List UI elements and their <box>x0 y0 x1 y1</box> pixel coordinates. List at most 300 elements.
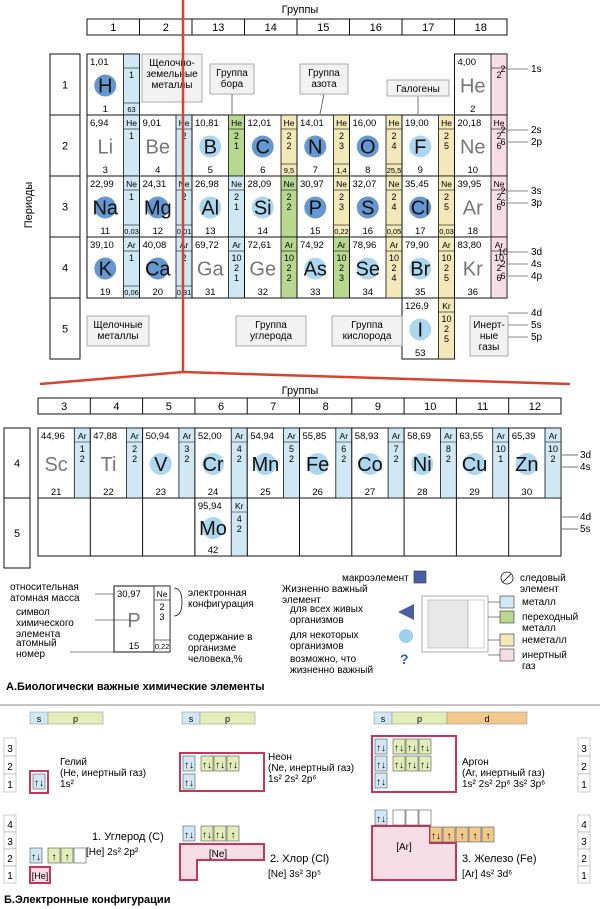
electron-arrow: ↑↓ <box>394 760 404 771</box>
orbital-count: 6 <box>500 271 506 281</box>
core-config: Ar <box>182 431 192 441</box>
shell-count: 10 <box>336 253 347 263</box>
neon-desc: Неон (Ne, инертный газ) 1s² 2s² 2p⁶ <box>268 752 355 785</box>
element-cell-P <box>114 586 170 652</box>
element-symbol: I <box>417 319 424 342</box>
atomic-number: 33 <box>309 287 321 298</box>
electron-arrow: ↑ <box>459 831 465 842</box>
core-config: Ne <box>156 589 168 599</box>
atomic-number: 9 <box>417 165 423 176</box>
shell-count: 2 <box>443 192 450 202</box>
atomic-mass: 39,10 <box>90 240 114 251</box>
shell-count: 10 <box>495 444 506 454</box>
atomic-mass: 28,09 <box>247 179 272 190</box>
atomic-number: 11 <box>100 226 111 237</box>
atomic-mass: 24,31 <box>142 179 167 190</box>
legend-vital: Жизненно важный элемент <box>282 584 368 606</box>
core-config: Ne <box>283 179 295 189</box>
callout-oxygen-text: Группа кислорода <box>342 320 392 342</box>
shell-count: 2 <box>236 454 242 464</box>
period-number: 1 <box>61 79 69 92</box>
element-cell-Cl <box>402 176 455 237</box>
element-symbol: N <box>308 136 323 159</box>
element-symbol: Al <box>201 197 220 220</box>
element-cell-I <box>402 298 455 359</box>
level-number-right: 1 <box>581 871 587 882</box>
shell-count: 2 <box>288 454 295 464</box>
atomic-number: 28 <box>416 487 428 498</box>
element-symbol: Fe <box>305 454 330 476</box>
group-number: 16 <box>369 22 382 34</box>
orbital-count: 2 <box>500 64 506 74</box>
callout-alkali-text: Щелочные металлы <box>93 320 143 342</box>
main-group-header <box>87 19 507 35</box>
legend-econf: электронная конфигурация <box>188 588 254 610</box>
atomic-number: 34 <box>362 287 374 298</box>
element-cell-Cr <box>195 428 247 498</box>
element-cell-B <box>192 115 245 176</box>
atomic-mass: 26,98 <box>195 179 219 190</box>
element-symbol: Li <box>97 136 114 159</box>
shell-count: 1 <box>128 131 135 141</box>
atomic-mass: 32,07 <box>352 179 377 190</box>
core-config: Ar <box>232 240 241 250</box>
element-symbol: S <box>361 197 375 220</box>
element-cell-V <box>143 428 195 498</box>
element-symbol: As <box>303 258 327 281</box>
element-cell-N <box>297 115 350 176</box>
shell-count: 2 <box>286 141 292 151</box>
element-symbol: Ga <box>196 258 224 281</box>
element-cell-Li <box>87 115 140 176</box>
core-config: Ar <box>442 240 451 250</box>
shell-count: 6 <box>496 141 502 151</box>
group-number: 1 <box>110 22 117 34</box>
shell-count: 6 <box>496 273 502 283</box>
callout-noble-text: Инерт-ные газы <box>473 320 505 353</box>
element-symbol: He <box>459 75 486 98</box>
shell-count: 2 <box>338 192 345 202</box>
atomic-number: 14 <box>257 226 269 237</box>
shell-count: 2 <box>443 131 450 141</box>
body-content: 0,31 <box>176 288 192 297</box>
shell-count: 2 <box>393 454 399 464</box>
atomic-number: 17 <box>414 226 426 237</box>
atomic-number: 8 <box>365 165 371 176</box>
shell-count: 2 <box>236 524 242 534</box>
shell-count: 2 <box>159 602 165 612</box>
element-cell-Br <box>402 237 455 298</box>
tm-group-number: 7 <box>270 401 277 413</box>
tm-group-number: 8 <box>322 401 329 413</box>
body-content: 1,4 <box>336 166 347 175</box>
shell-count: 2 <box>338 131 345 141</box>
callout-alkaline-earth-text: Щелочно-земельные металлы <box>146 58 198 91</box>
atomic-mass: 65,39 <box>511 431 536 442</box>
tm-group-number: 6 <box>217 401 225 413</box>
element-cell-As <box>297 237 350 298</box>
atomic-mass: 58,69 <box>407 431 431 442</box>
shell-count: 2 <box>233 263 240 273</box>
shell-count: 2 <box>286 192 292 202</box>
electron-arrow: ↑↓ <box>376 743 386 754</box>
shell-count: 2 <box>443 263 450 273</box>
tm-orbital-label: 4d <box>580 512 592 523</box>
element-cell-K <box>87 237 140 298</box>
orbital-label: 4s <box>531 259 542 270</box>
legend-class-1: переходный металл <box>522 612 579 634</box>
shell-count: 2 <box>496 263 502 273</box>
element-symbol: Na <box>92 197 119 220</box>
atomic-number: 15 <box>309 226 321 237</box>
orbital-count: 6 <box>500 137 506 147</box>
all-living-marker <box>398 604 414 620</box>
electron-configs <box>4 712 590 883</box>
callout-nitrogen <box>300 64 348 114</box>
tm-group-number: 12 <box>528 401 541 413</box>
atomic-number: 19 <box>99 287 111 298</box>
shell-count: 2 <box>233 131 240 141</box>
element-cell-Si <box>245 176 298 237</box>
shell-count: 1 <box>233 273 240 283</box>
core-config: Ne <box>441 179 452 189</box>
element-symbol: Ca <box>144 258 171 281</box>
core-config: He <box>231 118 242 128</box>
shell-count: 2 <box>286 273 292 283</box>
atomic-number: 31 <box>204 287 216 298</box>
shell-count: 1 <box>79 444 85 454</box>
iron-conf: [Ar] 4s² 3d⁶ <box>462 869 513 880</box>
atomic-number: 53 <box>414 348 426 359</box>
element-symbol: Mo <box>199 518 227 540</box>
legend <box>10 571 578 676</box>
core-config: Ne <box>388 179 400 189</box>
callout-carbon-text: Группа углерода <box>249 320 293 342</box>
carbon-title: 1. Углерод (C) <box>92 831 164 843</box>
caption-a: А.Биологически важные химические элементы <box>6 681 265 693</box>
callout-boron-text: Группа бора <box>216 68 248 90</box>
atomic-mass: 39,95 <box>457 179 482 190</box>
shell-count: 1 <box>233 141 240 151</box>
orbital-label: 3d <box>531 247 543 258</box>
tm-group-number: 9 <box>374 401 382 413</box>
level-number-right: 3 <box>581 837 587 848</box>
electron-arrow: ↑↓ <box>420 743 430 754</box>
tm-shell-labels <box>562 450 591 535</box>
body-content: 0,03 <box>439 227 454 236</box>
shell-count: 2 <box>496 131 502 141</box>
core-config: Ar <box>494 240 504 250</box>
body-content: 0,06 <box>124 288 139 297</box>
atomic-number: 42 <box>207 545 219 556</box>
atomic-mass: 126,9 <box>405 301 429 312</box>
electron-arrow: ↑↓ <box>34 778 44 789</box>
level-number-right: 3 <box>581 744 587 755</box>
atomic-number: 13 <box>204 226 216 237</box>
atomic-mass: 63,55 <box>459 431 484 442</box>
electron-arrow: ↑↓ <box>420 760 430 771</box>
shell-count: 2 <box>338 263 345 273</box>
callout-boron <box>210 64 254 114</box>
element-symbol: Mg <box>143 197 172 220</box>
shell-count: 2 <box>181 131 187 141</box>
legend-trace: следовый элемент <box>520 573 566 595</box>
orbital-count: 6 <box>500 198 506 208</box>
core-config: He <box>441 118 452 128</box>
atomic-number: 3 <box>102 165 108 176</box>
shell-count: 2 <box>443 324 450 334</box>
shell-count: 2 <box>286 131 292 141</box>
element-symbol: Ne <box>459 136 486 159</box>
electron-arrow: ↑↓ <box>202 760 212 771</box>
shell-count: 2 <box>79 454 85 464</box>
element-symbol: B <box>203 136 217 159</box>
shell-count: 8 <box>445 444 451 454</box>
legend-content: содержание в организме человека,% <box>188 632 253 665</box>
shell-count: 2 <box>181 253 187 263</box>
shell-count: 2 <box>233 192 240 202</box>
element-cell-S <box>350 176 403 237</box>
element-symbol: Br <box>410 258 431 281</box>
electron-arrow: ↑ <box>230 830 236 841</box>
electron-arrow: ↑ <box>485 831 491 842</box>
element-cell-Al <box>192 176 245 237</box>
electron-arrow: ↑↓ <box>376 777 386 788</box>
shell-count: 10 <box>493 253 505 263</box>
electron-arrow: ↑↓ <box>376 760 386 771</box>
legend-class-3: инертный газ <box>522 650 567 672</box>
atomic-number: 21 <box>50 487 62 498</box>
tm-group-number: 4 <box>113 401 120 413</box>
element-symbol: P <box>308 197 322 220</box>
atomic-mass: 20,18 <box>457 118 482 129</box>
level-number: 2 <box>7 854 13 865</box>
core-config: He <box>178 118 190 128</box>
core-config: Ar <box>234 431 244 441</box>
atomic-number: 27 <box>364 487 376 498</box>
atomic-number: 29 <box>469 487 480 498</box>
element-cell-He <box>455 54 508 115</box>
shell-count: 1 <box>128 70 135 80</box>
element-symbol: O <box>359 136 376 159</box>
atomic-number: 35 <box>414 287 426 298</box>
atomic-mass: 44,96 <box>41 431 65 442</box>
element-symbol: Ar <box>462 197 483 220</box>
element-cell-Se <box>350 237 403 298</box>
swatch-2 <box>500 634 514 646</box>
swatch-0 <box>500 596 514 608</box>
atomic-mass: 6,94 <box>90 118 109 129</box>
shell-count: 2 <box>391 263 397 273</box>
electron-arrow: ↑↓ <box>407 743 417 754</box>
atomic-number: 36 <box>467 287 479 298</box>
electron-arrow: ↑↓ <box>376 814 386 825</box>
atomic-mass: 40,08 <box>142 240 167 251</box>
electron-arrow: ↑↓ <box>228 760 238 771</box>
chlorine-core: [Ne] <box>208 849 228 860</box>
shell-count: 2 <box>550 454 556 464</box>
atomic-number: 2 <box>470 104 476 115</box>
atomic-number: 5 <box>207 165 213 176</box>
orbital-count: 2 <box>500 125 506 135</box>
callout-noble <box>470 316 508 356</box>
element-symbol: Sc <box>44 454 68 476</box>
s-block-label: s <box>36 714 42 724</box>
shell-count: 4 <box>236 444 242 454</box>
core-config: Ne <box>336 179 347 189</box>
core-config: Ar <box>179 240 189 250</box>
element-symbol: Se <box>355 258 380 281</box>
shell-count: 2 <box>132 444 138 454</box>
shell-count: 3 <box>338 141 345 151</box>
shell-count: 4 <box>391 141 397 151</box>
element-cell-Ga <box>192 237 245 298</box>
shell-count: 2 <box>286 202 292 212</box>
element-symbol: Mn <box>251 454 280 476</box>
tm-group-number: 10 <box>424 401 437 413</box>
core-config: He <box>493 118 505 128</box>
tm-orbital-label: 4s <box>580 462 591 473</box>
shell-count: 3 <box>338 273 345 283</box>
level-number: 4 <box>7 820 13 831</box>
legend-class-2: неметалл <box>522 635 567 646</box>
body-content: 0,05 <box>386 227 402 236</box>
element-cell-Mo <box>195 498 247 556</box>
period-number: 5 <box>61 323 69 336</box>
callout-halogens <box>387 80 449 114</box>
shell-count: 5 <box>443 273 450 283</box>
atomic-number: 12 <box>152 226 164 237</box>
element-cell-Mn <box>247 428 299 498</box>
atomic-number: 4 <box>155 165 161 176</box>
atomic-number: 16 <box>362 226 374 237</box>
iron-core: [Ar] <box>396 842 412 853</box>
atomic-number: 18 <box>467 226 479 237</box>
electron-arrow: ↑↓ <box>202 830 212 841</box>
element-cell-Cu <box>456 428 508 498</box>
groups-label-top: Группы <box>281 4 319 16</box>
element-cell-P <box>297 176 350 237</box>
shell-count: 4 <box>236 514 242 524</box>
group-number: 18 <box>474 22 487 34</box>
p-block-label: p <box>416 714 423 724</box>
element-symbol: K <box>98 258 112 281</box>
core-config: Ar <box>444 431 453 441</box>
element-cell-Fe <box>300 428 352 498</box>
element-symbol: Ti <box>100 454 117 476</box>
element-cell-Sc <box>38 428 90 498</box>
orbital-count: 2 <box>500 259 506 269</box>
shell-count: 1 <box>498 454 504 464</box>
shell-count: 2 <box>132 454 138 464</box>
electron-arrow: ↑ <box>446 831 452 842</box>
p-block-label: p <box>72 714 79 724</box>
shell-count: 2 <box>496 192 502 202</box>
core-config: He <box>283 118 295 128</box>
atomic-mass: 4,00 <box>457 57 476 68</box>
atomic-mass: 50,94 <box>145 431 170 442</box>
periods-label: Периоды <box>23 181 35 229</box>
element-cell-Zn <box>509 428 561 498</box>
shell-count: 10 <box>547 444 559 454</box>
atomic-mass: 22,99 <box>90 179 114 190</box>
core-config: He <box>336 118 347 128</box>
atomic-mass: 95,94 <box>197 501 222 512</box>
atomic-number: 24 <box>207 487 219 498</box>
shell-count: 6 <box>496 202 502 212</box>
core-config: Ne <box>126 179 137 189</box>
legend-some: для некоторых организмов <box>290 630 359 652</box>
orbital-label: 5p <box>531 332 543 343</box>
electron-arrow: ↑↓ <box>215 830 225 841</box>
electron-arrow: ↑↓ <box>407 760 417 771</box>
electron-arrow: ↑↓ <box>431 831 441 842</box>
shell-count: 2 <box>181 192 187 202</box>
electron-arrow: ↑↓ <box>184 830 194 841</box>
element-cell-F <box>402 115 455 176</box>
core-config: Ar <box>287 431 296 441</box>
carbon-core: [He] <box>31 871 49 881</box>
body-content: 0,03 <box>124 227 139 236</box>
shell-count: 1 <box>128 192 135 202</box>
element-symbol: Ge <box>249 258 277 281</box>
shell-count: 3 <box>184 444 190 454</box>
callout-alkali <box>87 316 149 346</box>
period-number: 2 <box>61 140 69 153</box>
level-number: 3 <box>7 744 13 755</box>
atomic-mass: 12,01 <box>247 118 272 129</box>
tm-period-number: 4 <box>13 458 21 470</box>
core-config: Kr <box>442 301 451 311</box>
core-config: Ar <box>337 240 346 250</box>
element-symbol: Be <box>145 136 170 159</box>
s-block-label: s <box>380 714 386 724</box>
core-config: Ar <box>127 240 136 250</box>
shell-count: 2 <box>286 263 292 273</box>
shell-count: 4 <box>391 273 397 283</box>
atomic-mass: 83,80 <box>457 240 482 251</box>
element-symbol: H <box>98 75 113 98</box>
shell-count: 7 <box>393 444 399 454</box>
element-cell-H <box>87 54 140 115</box>
element-symbol: Cl <box>410 197 430 220</box>
atomic-number: 32 <box>257 287 269 298</box>
element-cell-Ne <box>455 115 508 176</box>
group-number: 14 <box>264 22 277 34</box>
core-config: Ar <box>391 431 401 441</box>
electron-arrow: ↑↓ <box>394 743 404 754</box>
swatch-1 <box>500 611 514 623</box>
p-block-label: p <box>224 714 231 724</box>
callout-halogens-text: Галогены <box>396 84 440 95</box>
atomic-number: 23 <box>155 487 167 498</box>
shell-count: 6 <box>341 444 347 454</box>
shell-count: 2 <box>391 131 397 141</box>
core-config: Ar <box>339 431 349 441</box>
core-config: He <box>388 118 400 128</box>
callout-alkaline-earth <box>142 54 202 102</box>
atomic-mass: 35,45 <box>405 179 429 190</box>
element-symbol: P <box>127 610 141 632</box>
element-symbol: Cu <box>461 454 488 476</box>
atomic-mass: 47,88 <box>93 431 118 442</box>
shell-count: 3 <box>159 612 165 622</box>
shell-count: 2 <box>445 454 451 464</box>
body-content: 0,22 <box>334 227 349 236</box>
element-cell-Ni <box>404 428 456 498</box>
callout-oxygen <box>332 316 402 346</box>
level-number: 1 <box>7 780 13 791</box>
